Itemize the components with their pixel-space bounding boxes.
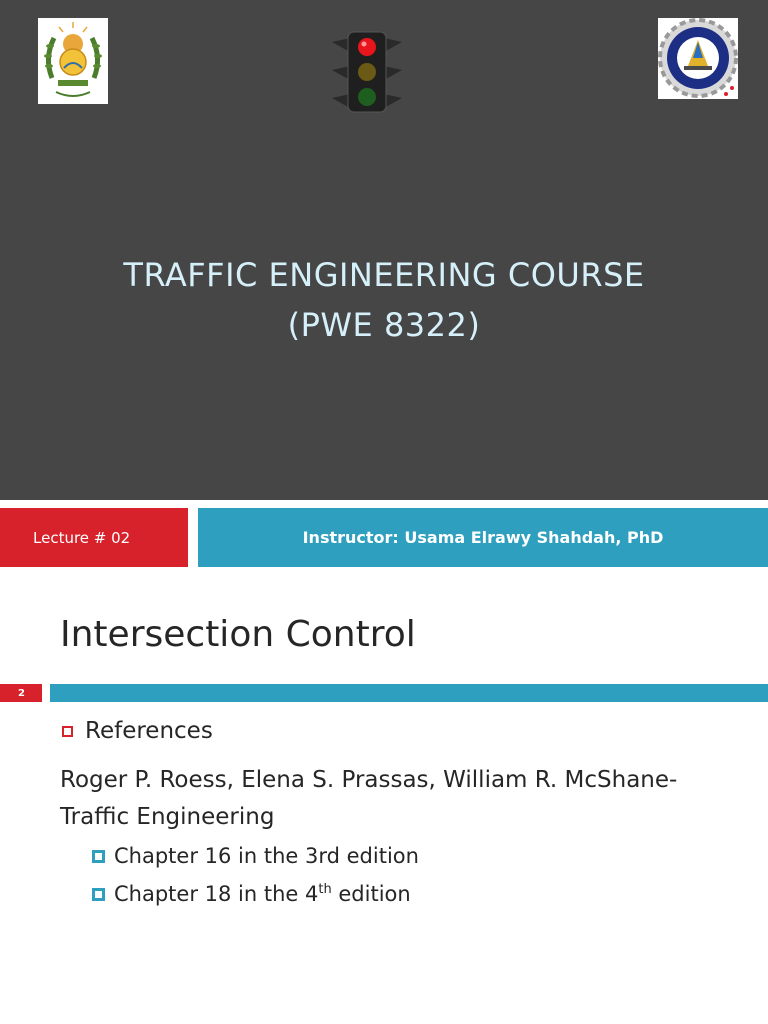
university-crest-logo bbox=[38, 18, 108, 104]
chapter-text-main: Chapter 18 in the 4 bbox=[114, 882, 319, 906]
title-slide bbox=[0, 0, 768, 500]
course-title bbox=[0, 250, 768, 350]
lecture-number-banner bbox=[0, 508, 188, 567]
ordinal-suffix: th bbox=[318, 882, 332, 897]
square-bullet-icon bbox=[92, 850, 105, 863]
chapter-text: Chapter 16 in the 3rd edition bbox=[114, 844, 419, 868]
course-title-line2: (PWE 8322) bbox=[287, 306, 481, 344]
instructor-name: Instructor: Usama Elrawy Shahdah, PhD bbox=[302, 528, 664, 547]
slide-number bbox=[0, 684, 42, 702]
lecture-label: Lecture # 02 bbox=[33, 528, 131, 547]
course-title-line1: TRAFFIC ENGINEERING COURSE bbox=[123, 256, 645, 294]
references-label: References bbox=[85, 718, 213, 744]
chapter-item bbox=[92, 882, 411, 906]
band-separator bbox=[0, 500, 768, 508]
instructor-banner bbox=[198, 508, 768, 567]
slide-title: Intersection Control bbox=[60, 614, 416, 655]
reference-text: Roger P. Roess, Elena S. Prassas, William R. McShane- Traffic Engineering bbox=[60, 767, 678, 830]
bullet-references bbox=[62, 718, 213, 744]
slide-number-text: 2 bbox=[18, 687, 25, 699]
traffic-light-icon bbox=[330, 30, 404, 114]
chapter-text bbox=[114, 882, 411, 906]
faculty-of-engineering-logo bbox=[658, 18, 738, 99]
chapter-text-end: edition bbox=[331, 882, 411, 906]
square-bullet-icon bbox=[92, 888, 105, 901]
chapter-item bbox=[92, 844, 419, 868]
title-rule-bar bbox=[50, 684, 768, 702]
square-bullet-icon bbox=[62, 726, 73, 737]
